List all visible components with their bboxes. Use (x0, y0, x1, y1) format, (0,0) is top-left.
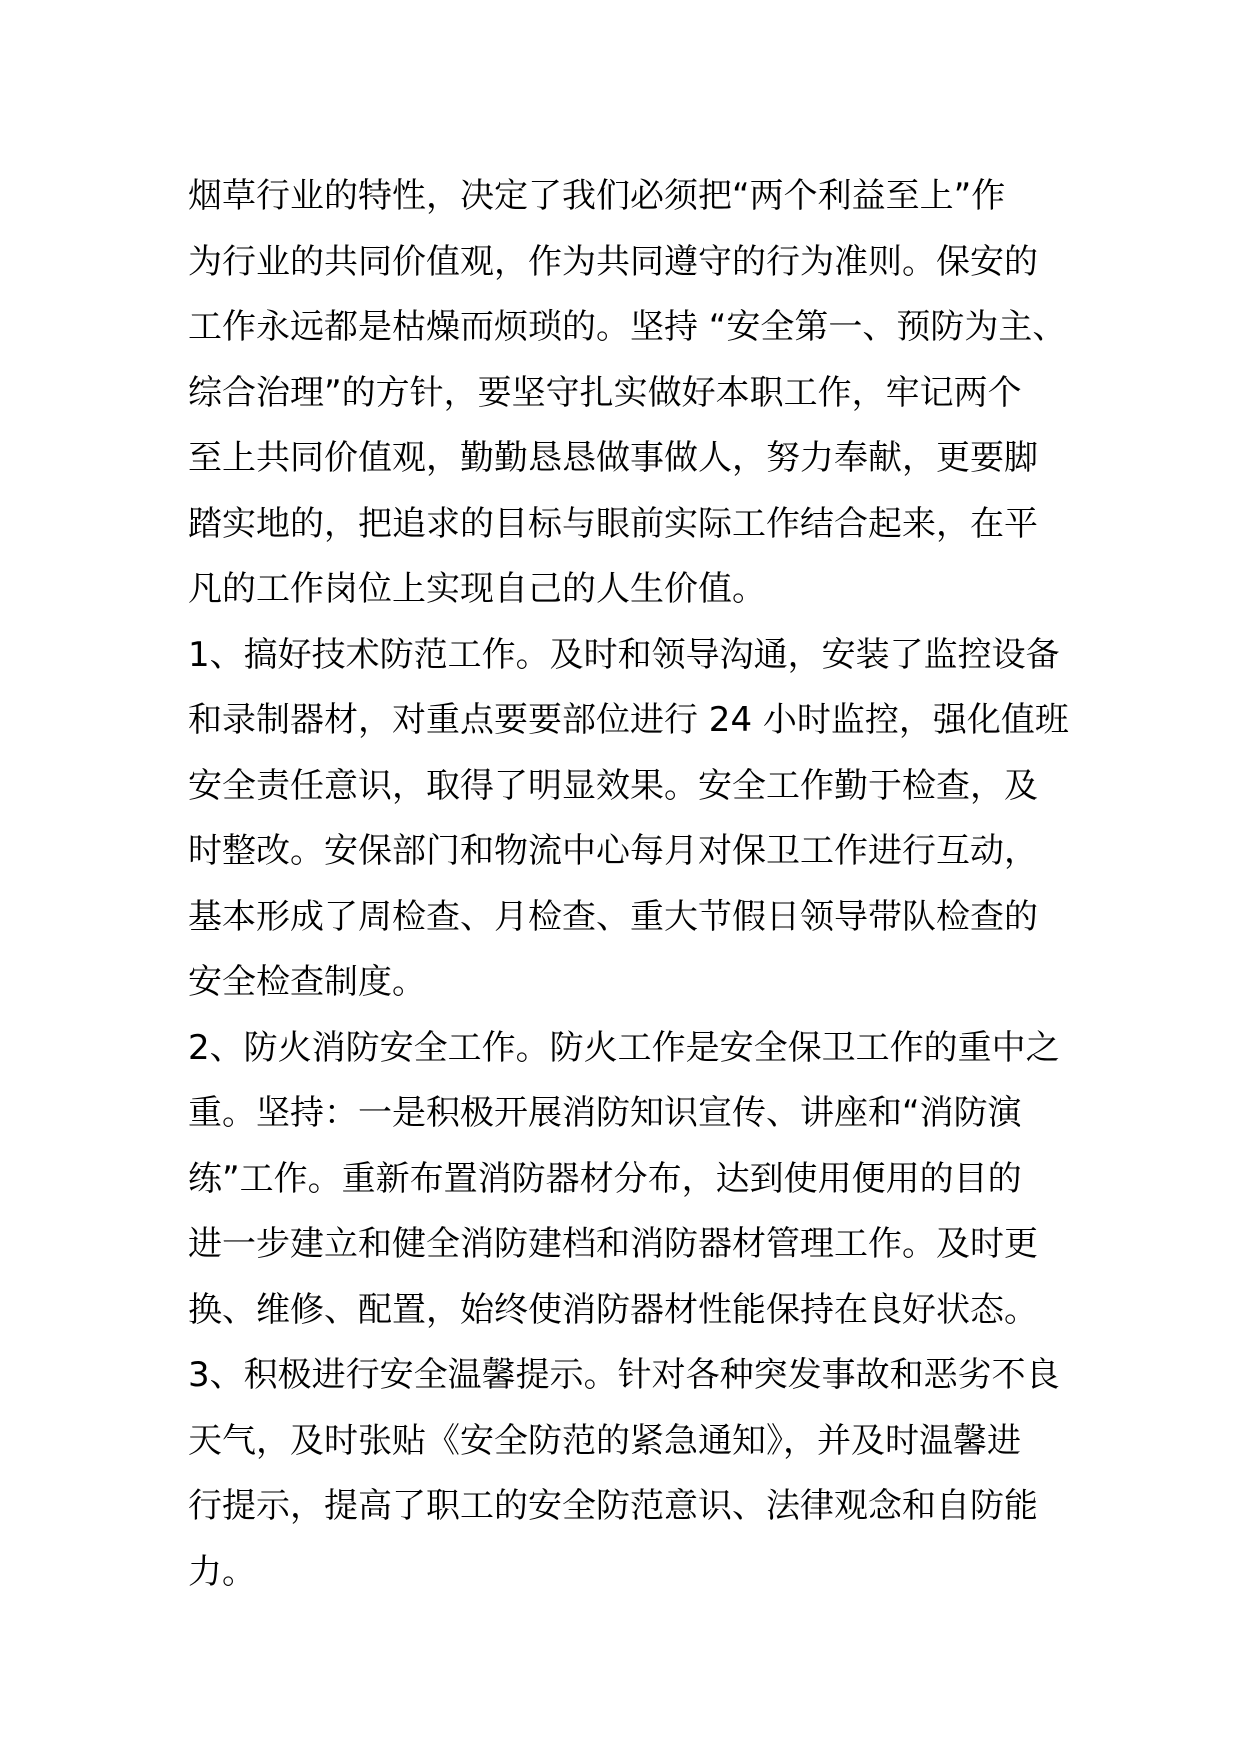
text-line: 时整改。安保部门和物流中心每月对保卫工作进行互动， (188, 831, 1038, 871)
text-line: 烟草行业的特性，决定了我们必须把“两个利益至上”作 (188, 176, 1006, 216)
text-line: 和录制器材，对重点要要部位进行 24 小时监控，强化值班 (188, 700, 1069, 740)
text-line: 练”工作。重新布置消防器材分布，达到使用便用的目的 (188, 1158, 1022, 1199)
text-line: 至上共同价值观，勤勤恳恳做事做人，努力奉献，更要脚 (188, 438, 1038, 478)
text-line: 基本形成了周检查、月检查、重大节假日领导带队检查的 (188, 896, 1038, 937)
text-line: 安全责任意识，取得了明显效果。安全工作勤于检查，及 (188, 765, 1038, 806)
text-line: 工作永远都是枯燥而烦琐的。坚持 “安全第一、预防为主、 (188, 307, 1067, 347)
text-line: 换、维修、配置，始终使消防器材性能保持在良好状态。 (188, 1289, 1038, 1330)
text-line: 踏实地的，把追求的目标与眼前实际工作结合起来，在平 (188, 503, 1038, 544)
text-line: 为行业的共同价值观，作为共同遵守的行为准则。保安的 (188, 241, 1038, 282)
text-line: 1、搞好技术防范工作。及时和领导沟通，安装了监控设备 (188, 634, 1060, 675)
text-line: 重。坚持：一是积极开展消防知识宣传、讲座和“消防演 (188, 1093, 1022, 1133)
text-line: 安全检查制度。 (188, 962, 426, 1002)
text-line: 天气，及时张贴《安全防范的紧急通知》，并及时温馨进 (188, 1420, 1021, 1461)
text-line: 2、防火消防安全工作。防火工作是安全保卫工作的重中之 (188, 1027, 1060, 1068)
document-body (188, 164, 1068, 1605)
text-line: 力。 (188, 1551, 256, 1592)
text-line: 凡的工作岗位上实现自己的人生价值。 (188, 569, 766, 609)
text-line: 进一步建立和健全消防建档和消防器材管理工作。及时更 (188, 1224, 1038, 1264)
text-line: 综合治理”的方针，要坚守扎实做好本职工作，牢记两个 (188, 372, 1022, 413)
text-line: 3、积极进行安全温馨提示。针对各种突发事故和恶劣不良 (188, 1355, 1060, 1395)
text-line: 行提示，提高了职工的安全防范意识、法律观念和自防能 (188, 1486, 1038, 1526)
